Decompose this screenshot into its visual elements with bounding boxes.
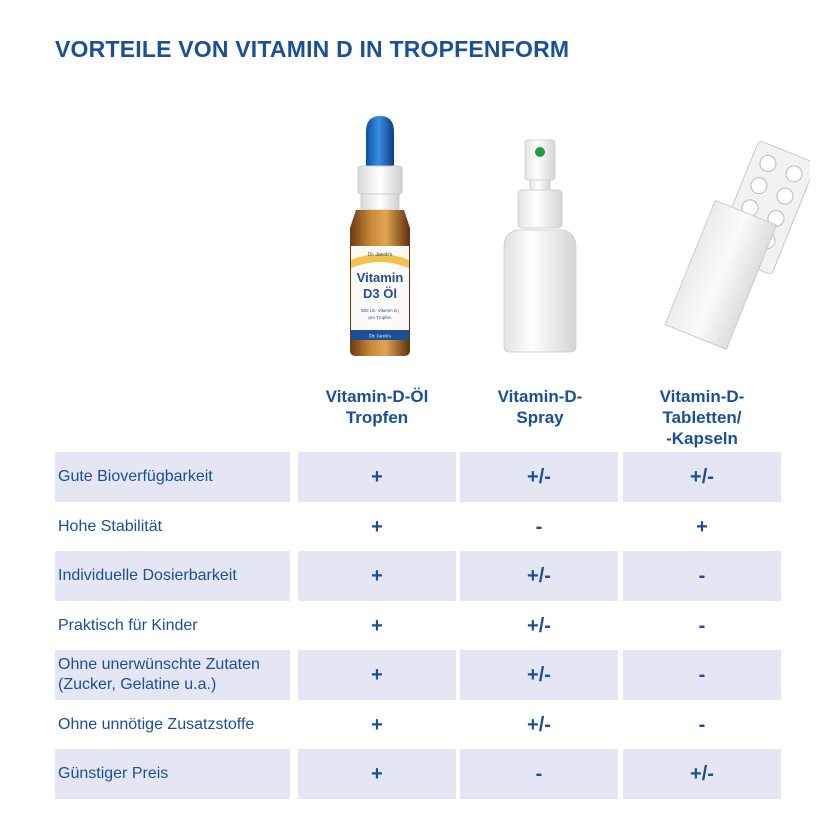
bottle-brand-text: Dr. Jacob's: [367, 252, 393, 258]
tablet-value: +/-: [623, 452, 781, 502]
tablet-value: +: [696, 515, 708, 538]
table-row: [55, 700, 780, 750]
table-row: [55, 650, 780, 700]
oil-value: +: [371, 515, 383, 538]
table-row: [55, 502, 780, 552]
oil-value: +: [298, 749, 456, 799]
spray-bottle-image: [490, 130, 590, 360]
tablet-value: -: [623, 650, 781, 700]
bottle-dose-line2: pro Tropfen: [368, 315, 392, 320]
oil-value: +: [298, 551, 456, 601]
column-header-tablets: Vitamin-D- Tabletten/ -Kapseln: [659, 387, 745, 448]
tablet-value: +/-: [623, 749, 781, 799]
tablet-value: -: [623, 551, 781, 601]
row-label: Individuelle Dosierbarkeit: [55, 551, 290, 601]
page-title: VORTEILE VON VITAMIN D IN TROPFENFORM: [55, 36, 570, 62]
column-header-oil: Vitamin-D-Öl Tropfen: [325, 387, 429, 427]
spray-value: -: [535, 515, 543, 538]
spray-value: +/-: [527, 713, 551, 736]
table-row: [55, 452, 780, 502]
column-header-spray: Vitamin-D- Spray: [497, 387, 583, 427]
row-label: Praktisch für Kinder: [58, 617, 198, 634]
bottle-name-line2: D3 Öl: [363, 286, 397, 301]
row-label: Ohne unerwünschte Zutaten (Zucker, Gelatine u.a.): [55, 650, 290, 700]
row-label: Hohe Stabilität: [58, 518, 163, 535]
table-row: [55, 749, 780, 799]
oil-value: +: [371, 614, 383, 637]
spray-value: +/-: [460, 551, 618, 601]
table-row: [55, 551, 780, 601]
row-label: Gute Bioverfügbarkeit: [55, 452, 290, 502]
bottle-dose-line1: 800 I.E. Vitamin D₃: [360, 308, 400, 313]
spray-value: +/-: [460, 452, 618, 502]
tablet-value: -: [698, 713, 706, 736]
spray-value: +/-: [527, 614, 551, 637]
spray-value: +/-: [460, 650, 618, 700]
table-row: [55, 601, 780, 651]
row-label: Ohne unnötige Zusatzstoffe: [58, 716, 255, 733]
oil-value: +: [371, 713, 383, 736]
spray-value: -: [460, 749, 618, 799]
bottle-name-line1: Vitamin: [356, 270, 404, 285]
oil-value: +: [298, 452, 456, 502]
tablet-blister-box-image: [660, 135, 810, 355]
tablet-value: -: [698, 614, 706, 637]
dropper-bottle-image: [330, 110, 430, 360]
oil-value: +: [298, 650, 456, 700]
bottle-band-text: Dr. Jacob's: [369, 334, 391, 340]
row-label: Günstiger Preis: [55, 749, 290, 799]
